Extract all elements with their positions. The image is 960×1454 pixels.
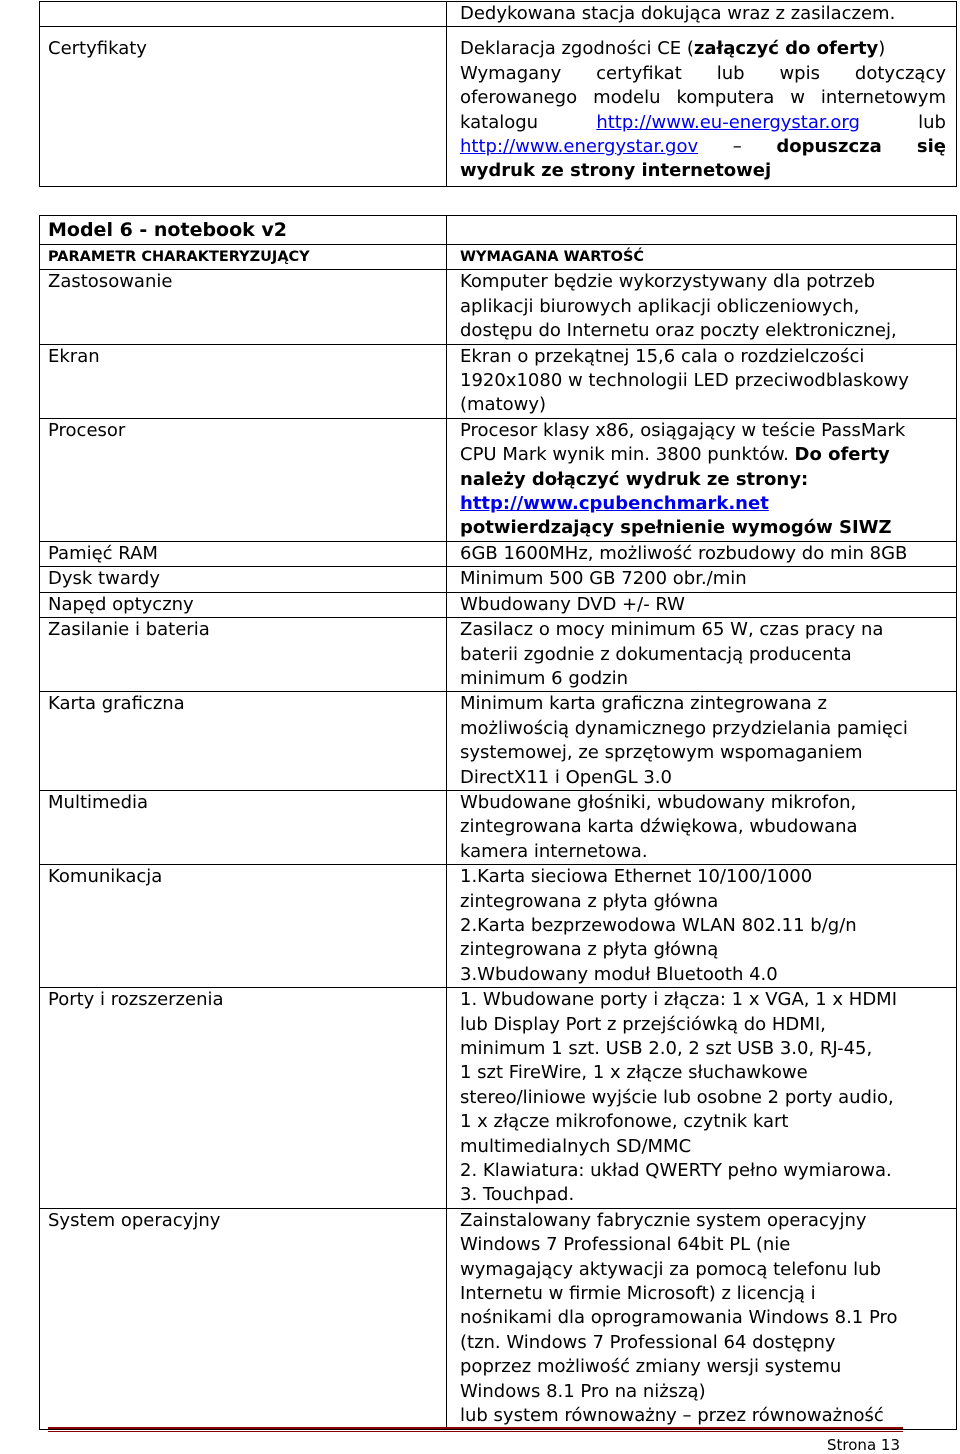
row-label: Porty i rozszerzenia	[40, 988, 447, 1209]
eu-energystar-link[interactable]: http://www.eu-energystar.org	[596, 111, 860, 133]
docking-station-text: Dedykowana stacja dokująca wraz z zasilaczem.	[460, 3, 896, 24]
row-value: Komputer będzie wykorzystywany dla potrzeb aplikacji biurowych aplikacji obliczeniowych, dostępu do Internetu oraz poczty elektronicznej,	[447, 270, 957, 344]
column-header-parameter: PARAMETR CHARAKTERYZUJĄCY	[40, 245, 447, 270]
row-label: Dysk twardy	[40, 567, 447, 592]
cert-line: oferowanego modelu komputera w internetowym	[460, 87, 946, 109]
row-label: Zastosowanie	[40, 270, 447, 344]
row-value: 6GB 1600MHz, możliwość rozbudowy do min 8GB	[447, 541, 957, 566]
footer-divider	[48, 1431, 903, 1432]
table-row	[40, 418, 957, 541]
certificates-value	[447, 27, 957, 186]
row-value: 1. Wbudowane porty i złącza: 1 x VGA, 1 x HDMI lub Display Port z przejściówką do HDMI, minimum 1 szt. USB 2.0, 2 szt USB 3.0, RJ-45, 1 szt FireWire, 1 x złącze słuchawkowe stereo/liniowe wyjście lub osobne 2 porty audio, 1 x złącze mikrofonowe, czytnik kart multimedialnych SD/MMC 2. Klawiatura: układ QWERTY pełno wymiarowa. 3. Touchpad.	[447, 988, 957, 1209]
table-row	[40, 216, 957, 245]
row-label: Pamięć RAM	[40, 541, 447, 566]
row-value: Wbudowany DVD +/- RW	[447, 592, 957, 617]
table-row	[40, 692, 957, 791]
row-label: Multimedia	[40, 790, 447, 864]
page-number: Strona 13	[827, 1436, 900, 1454]
row-label: Zasilanie i bateria	[40, 618, 447, 692]
footer-divider	[48, 1427, 903, 1429]
row-value: Zasilacz o mocy minimum 65 W, czas pracy na baterii zgodnie z dokumentacją producenta minimum 6 godzin	[447, 618, 957, 692]
table-row	[40, 1208, 957, 1429]
table-row	[40, 27, 957, 186]
previous-spec-table	[39, 1, 957, 187]
cert-line: Wymagany certyfikat lub wpis dotyczący	[460, 62, 946, 84]
row-value: Minimum 500 GB 7200 obr./min	[447, 567, 957, 592]
cert-line: wydruk ze strony internetowej	[460, 160, 772, 182]
table-row	[40, 541, 957, 566]
table-row	[40, 790, 957, 864]
table-row	[40, 2, 957, 27]
table-row	[40, 618, 957, 692]
model-spec-table	[39, 215, 957, 1430]
certificates-label: Certyfikaty	[40, 27, 447, 186]
row-label: Komunikacja	[40, 865, 447, 988]
table-cell-value	[447, 2, 957, 27]
table-cell-empty	[447, 216, 957, 245]
row-value: 1.Karta sieciowa Ethernet 10/100/1000 zintegrowana z płyta główna 2.Karta bezprzewodowa WLAN 802.11 b/g/n zintegrowana z płyta główną 3.Wbudowany moduł Bluetooth 4.0	[447, 865, 957, 988]
row-label: Ekran	[40, 344, 447, 418]
table-row	[40, 988, 957, 1209]
column-header-value: WYMAGANA WARTOŚĆ	[447, 245, 957, 270]
table-row	[40, 344, 957, 418]
row-value: Minimum karta graficzna zintegrowana z możliwością dynamicznego przydzielania pamięci systemowej, ze sprzętowym wspomaganiem DirectX11 i OpenGL 3.0	[447, 692, 957, 791]
table-header-row	[40, 245, 957, 270]
row-label: System operacyjny	[40, 1208, 447, 1429]
row-label: Napęd optyczny	[40, 592, 447, 617]
row-value: Zainstalowany fabrycznie system operacyjny Windows 7 Professional 64bit PL (nie wymagający aktywacji za pomocą telefonu lub Internetu w firmie Microsoft) z licencją i nośnikami dla oprogramowania Windows 8.1 Pro (tzn. Windows 7 Professional 64 dostępny poprzez możliwość zmiany wersji systemu Windows 8.1 Pro na niższą) lub system równoważny – przez równoważność	[447, 1208, 957, 1429]
table-row	[40, 592, 957, 617]
row-value: Wbudowane głośniki, wbudowany mikrofon, zintegrowana karta dźwiękowa, wbudowana kamera internetowa.	[447, 790, 957, 864]
table-row	[40, 567, 957, 592]
row-label: Karta graficzna	[40, 692, 447, 791]
energystar-link[interactable]: http://www.energystar.gov	[460, 136, 699, 158]
table-cell-empty	[40, 2, 447, 27]
row-value: Ekran o przekątnej 15,6 cala o rozdzielczości 1920x1080 w technologii LED przeciwodblaskowy (matowy)	[447, 344, 957, 418]
table-row	[40, 270, 957, 344]
model-title: Model 6 - notebook v2	[40, 216, 447, 245]
cert-line: http://www.energystar.gov – dopuszcza się	[460, 136, 946, 158]
cert-line: katalogu http://www.eu-energystar.org lub	[460, 111, 946, 133]
table-row	[40, 865, 957, 988]
cpubenchmark-link[interactable]: http://www.cpubenchmark.net	[460, 493, 769, 515]
row-label: Procesor	[40, 418, 447, 541]
cert-line: Deklaracja zgodności CE (załączyć do oferty)	[460, 38, 886, 60]
row-value: Procesor klasy x86, osiągający w teście PassMark CPU Mark wynik min. 3800 punktów. Do oferty należy dołączyć wydruk ze strony: http://www.cpubenchmark.net potwierdzający spełnienie wymogów SIWZ	[447, 418, 957, 541]
